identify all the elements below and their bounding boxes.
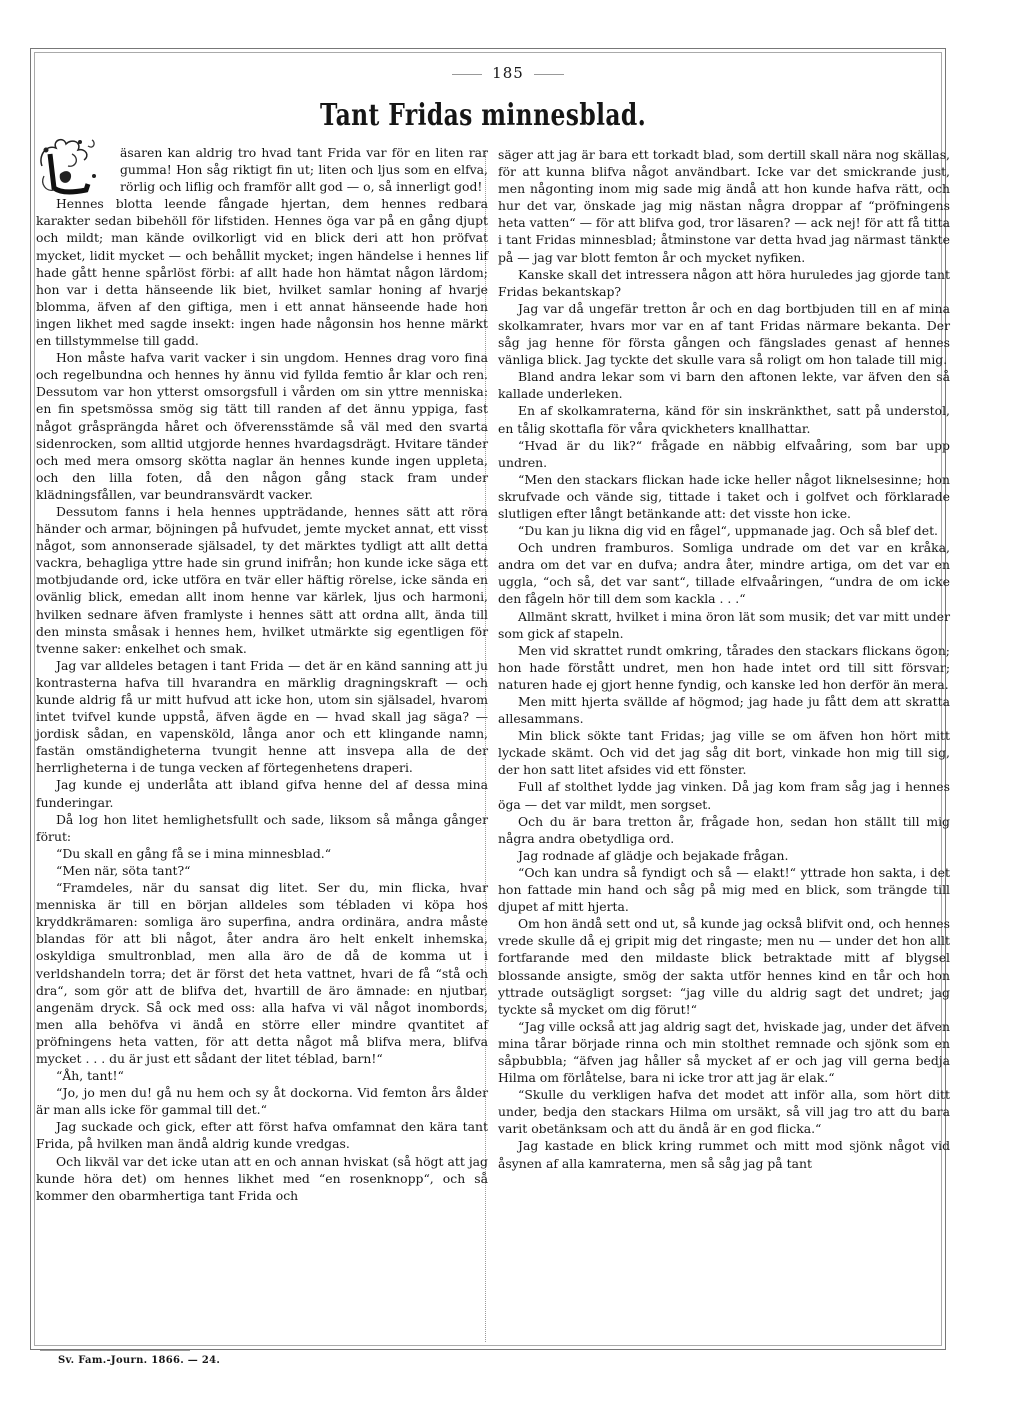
- paragraph: Och undren framburos. Somliga undrade om det var en kråka, andra om det var en dufva; andra åter, mindre artiga, om det var en uggla, “och så, det var sant“, tillade elfvaåringen, “undra de om icke den fågeln hör till dem som kackla . . .“: [498, 540, 950, 607]
- decorated-initial-l-image: [36, 136, 114, 192]
- paragraph: Jag kastade en blick kring rummet och mitt mod sjönk något vid åsynen af alla kamraterna, men så såg jag på tant: [498, 1138, 950, 1171]
- paragraph: Jag var alldeles betagen i tant Frida — det är en känd sanning att ju kontrasterna hafva till hvarandra en märklig dragningskraft — och kunde aldrig få ur mitt hufvud att icke hon, utom sin själsadel, hvarom intet tvifvel kunde uppstå, äfven ägde en — hvad skall jag säga? — jordisk sådan, en vapensköld, långa anor och ett klingande namn, fastän omständigheterna tvungit henne att insvepa alla de der herrligheterna i de tunga vecken af förtegenhetens draperi.: [36, 657, 488, 776]
- paragraph: Jag suckade och gick, efter att först hafva omfamnat den kära tant Frida, på hvilken man ändå aldrig kunde vredgas.: [36, 1119, 488, 1152]
- page-number: 185: [0, 64, 1016, 82]
- paragraph: “Jo, jo men du! gå nu hem och sy åt dockorna. Vid femton års ålder är man alls icke för gammal till det.“: [36, 1085, 488, 1118]
- paragraph: Full af stolthet lydde jag vinken. Då jag kom fram såg jag i hennes öga — det var mildt, men sorgset.: [498, 779, 950, 812]
- paragraph: Jag var då ungefär tretton år och en dag bortbjuden till en af mina skolkamrater, hvars mor var en af tant Fridas närmare bekanta. Der såg jag henne för första gången och fängslades genast af hennes vänliga blick. Jag tyckte det skulle vara så roligt om hon talade till mig.: [498, 300, 950, 368]
- paragraph: Då log hon litet hemlighetsfullt och sade, liksom så många gånger förut:: [36, 811, 488, 844]
- article-title: Tant Fridas minnesblad.: [320, 98, 647, 133]
- paragraph: “Du skall en gång få se i mina minnesblad.“: [56, 845, 332, 861]
- paragraph: Om hon ändå sett ond ut, så kunde jag också blifvit ond, och hennes vrede skulle då ej gripit mig det ringaste; men nu — under det hon allt fortfarande med den mildaste blick betraktade mitt af blygsel blossande ansigte, smög der sakta utför hennes kind en tår och hon yttrade outsägligt sorgset: “jag ville du aldrig sagt det undret; jag tyckte så mycket om dig förut!“: [498, 916, 950, 1017]
- paragraph: äsaren kan aldrig tro hvad tant Frida var för en liten rar gumma! Hon såg riktigt fin ut; liten och ljus som en elfva, rörlig och liflig och framför allt god — o, så innerligt god!: [120, 145, 488, 195]
- paragraph: Allmänt skratt, hvilket i mina öron lät som musik; det var mitt under som gick af stapeln.: [498, 608, 950, 641]
- paragraph: “Men den stackars flickan hade icke heller något liknelsesinne; hon skrufvade och vände sig, tittade i taket och i golfvet och förklarade slutligen efter långt betänkande att: det visste hon icke.: [498, 471, 950, 521]
- footer-signature: Sv. Fam.-Journ. 1866. — 24.: [58, 1355, 221, 1366]
- paragraph: Men vid skrattet rundt omkring, tårades den stackars flickans ögon; hon hade förstått undret, men hon hade intet ord till sitt försvar; naturen hade ej gjort henne fyndig, och kanske led hon derför än mera.: [498, 642, 950, 692]
- paragraph: säger att jag är bara ett torkadt blad, som dertill skall nära nog skällas, för att kunna blifva något användbart. Icke var det smickrande just, men någonting inom mig sade mig ändå att hon kunde hafva rätt, och hur det var, önskade jag mig nästan några droppar af “pröfningens heta vatten“ — för att blifva god, tror läsaren? — ack nej! för att få titta i tant Fridas minnesblad; åtminstone var detta hvad jag närmast tänkte på — jag var blott femton år och mycket nyfiken.: [498, 147, 950, 265]
- paragraph: “Framdeles, när du sansat dig litet. Ser du, min flicka, hvar menniska är till en början alldeles som tébladen vi köpa hos kryddkrämaren: somliga äro superfina, andra ordinära, andra måste blandas för att bli något, åter andra äro helt enkelt inhemska, oskyldiga smultronblad, men alla äro de då de komma ut i verldshandeln torra; det är först det heta vattnet, hvari de få “stå och dra“, som gör att de blifva det, hvartill de äro ämnade: en njutbar, angenäm dryck. Så ock med oss: alla hafva vi väl något inombords, men alla behöfva vi ändå en större eller mindre qvantitet af pröfningens heta vatten, för att detta något må blifva mera, blifva mycket . . . du är just ett sådant der litet téblad, barn!“: [36, 880, 488, 1066]
- paragraph: Bland andra lekar som vi barn den aftonen lekte, var äfven den så kallade underleken.: [498, 369, 950, 402]
- paragraph: “Du kan ju likna dig vid en fågel“, uppmanade jag. Och så blef det.: [518, 523, 938, 539]
- paragraph: Och likväl var det icke utan att en och annan hviskat (så högt att jag kunde höra det) om hennes likhet med “en rosenknopp“, och så kommer den obarmhertiga tant Frida och: [36, 1153, 488, 1203]
- left-column: [36, 144, 488, 1204]
- paragraph: Dessutom fanns i hela hennes uppträdande, hennes sätt att röra händer och armar, böjningen på hufvudet, jemte mycket annat, ett visst något, som annonserade själsadel, ty det märktes tydligt att allt detta vackra, behagliga yttre hade sin grund inifrån; hon kunde icke säga ett motbjudande ord, icke utföra en tvär eller häftig rörelse, icke sända en ovänlig blick, emedan allt inom henne var kärlek, ljus och harmoni, hvilken sednare äfven framlyste i hennes sätt att ordna allt, ända till den minsta småsak i hennes hem, hvilket utmärkte sig egentligen för tvenne saker: enkelhet och smak.: [36, 503, 488, 656]
- paragraph: “Hvad är du lik?“ frågade en näbbig elfvaåring, som bar upp undren.: [498, 437, 950, 470]
- paragraph: Kanske skall det intressera någon att höra huruledes jag gjorde tant Fridas bekantskap?: [498, 266, 950, 299]
- paragraph: Hon måste hafva varit vacker i sin ungdom. Hennes drag voro fina och regelbundna och hennes hy ännu vid fyllda femtio år klar och ren. Dessutom var hon ytterst omsorgsfull i vården om sin yttre menniska: en fin spetsmössa smög sig tätt till randen af det ännu yppiga, fast något gråsprängda håret och öfverensstämde så väl med den svarta sidenrocken, som alltid utgjorde hennes hvardagsdrägt. Hvitare tänder och med mera omsorg skötta naglar än hennes kunde ingen uppleta, och den lilla foten, då den någon gång stack fram under klädningsfållen, var beundransvärdt vacker.: [36, 350, 488, 502]
- paragraph: Min blick sökte tant Fridas; jag ville se om äfven hon hört mitt lyckade skämt. Och vid det jag såg dit bort, vinkade hon mig till sig, der hon satt litet afsides vid ett fönster.: [498, 728, 950, 778]
- paragraph: Jag kunde ej underlåta att ibland gifva henne del af dessa mina funderingar.: [36, 777, 488, 810]
- paragraph: Och du är bara tretton år, frågade hon, sedan hon ställt till mig några andra obetydliga ord.: [498, 813, 950, 846]
- paragraph: Jag rodnade af glädje och bejakade frågan.: [518, 847, 789, 863]
- right-column: [498, 146, 950, 1172]
- paragraph: “Och kan undra så fyndigt och så — elakt!“ yttrade hon sakta, i det hon fattade min hand och såg på mig med en blick, som trängde till djupet af mitt hjerta.: [498, 864, 950, 915]
- paragraph: “Skulle du verkligen hafva det modet att inför alla, som hört ditt under, bedja den stackars Hilma om ursäkt, så vill jag tro att du bara varit obetänksam och att du ändå är en god flicka.“: [498, 1087, 950, 1137]
- paragraph: Men mitt hjerta svällde af högmod; jag hade ju fått dem att skratta allesammans.: [498, 694, 950, 727]
- paragraph: En af skolkamraterna, känd för sin inskränkthet, satt på understol, en tålig skottafla för våra qvickheters knallhattar.: [498, 403, 950, 436]
- footer-rule: [40, 1350, 190, 1351]
- paragraph: “Men när, söta tant?“: [56, 862, 191, 878]
- paragraph: “Åh, tant!“: [56, 1068, 124, 1084]
- paragraph: “Jag ville också att jag aldrig sagt det, hviskade jag, under det äfven mina tårar började rinna och min stolthet remnade och sjönk som en såpbubbla; “äfven jag håller så mycket af er och jag vill gerna bedja Hilma om förlåtelse, bara ni icke tror att jag är elak.“: [498, 1018, 950, 1086]
- paragraph: Hennes blotta leende fångade hjertan, dem hennes redbara karakter sedan bibehöll för lifstiden. Hennes öga var på en gång djupt och mildt; man kände ovilkorligt vid en blick deri att hon pröfvat mycket, lidit mycket — och behållit mycket; ingen händelse i hennes lif hade gått henne spårlöst förbi: af allt hade hon hämtat någon lärdom; hon var i detta hänseende lik biet, hvilket samlar honing af hvarje blomma, äfven af den giftiga, men i ett annat hänseende hade hon ingen likhet med sagde insekt: ingen hade någonsin hos henne märkt en tillstymmelse till gadd.: [36, 196, 488, 349]
